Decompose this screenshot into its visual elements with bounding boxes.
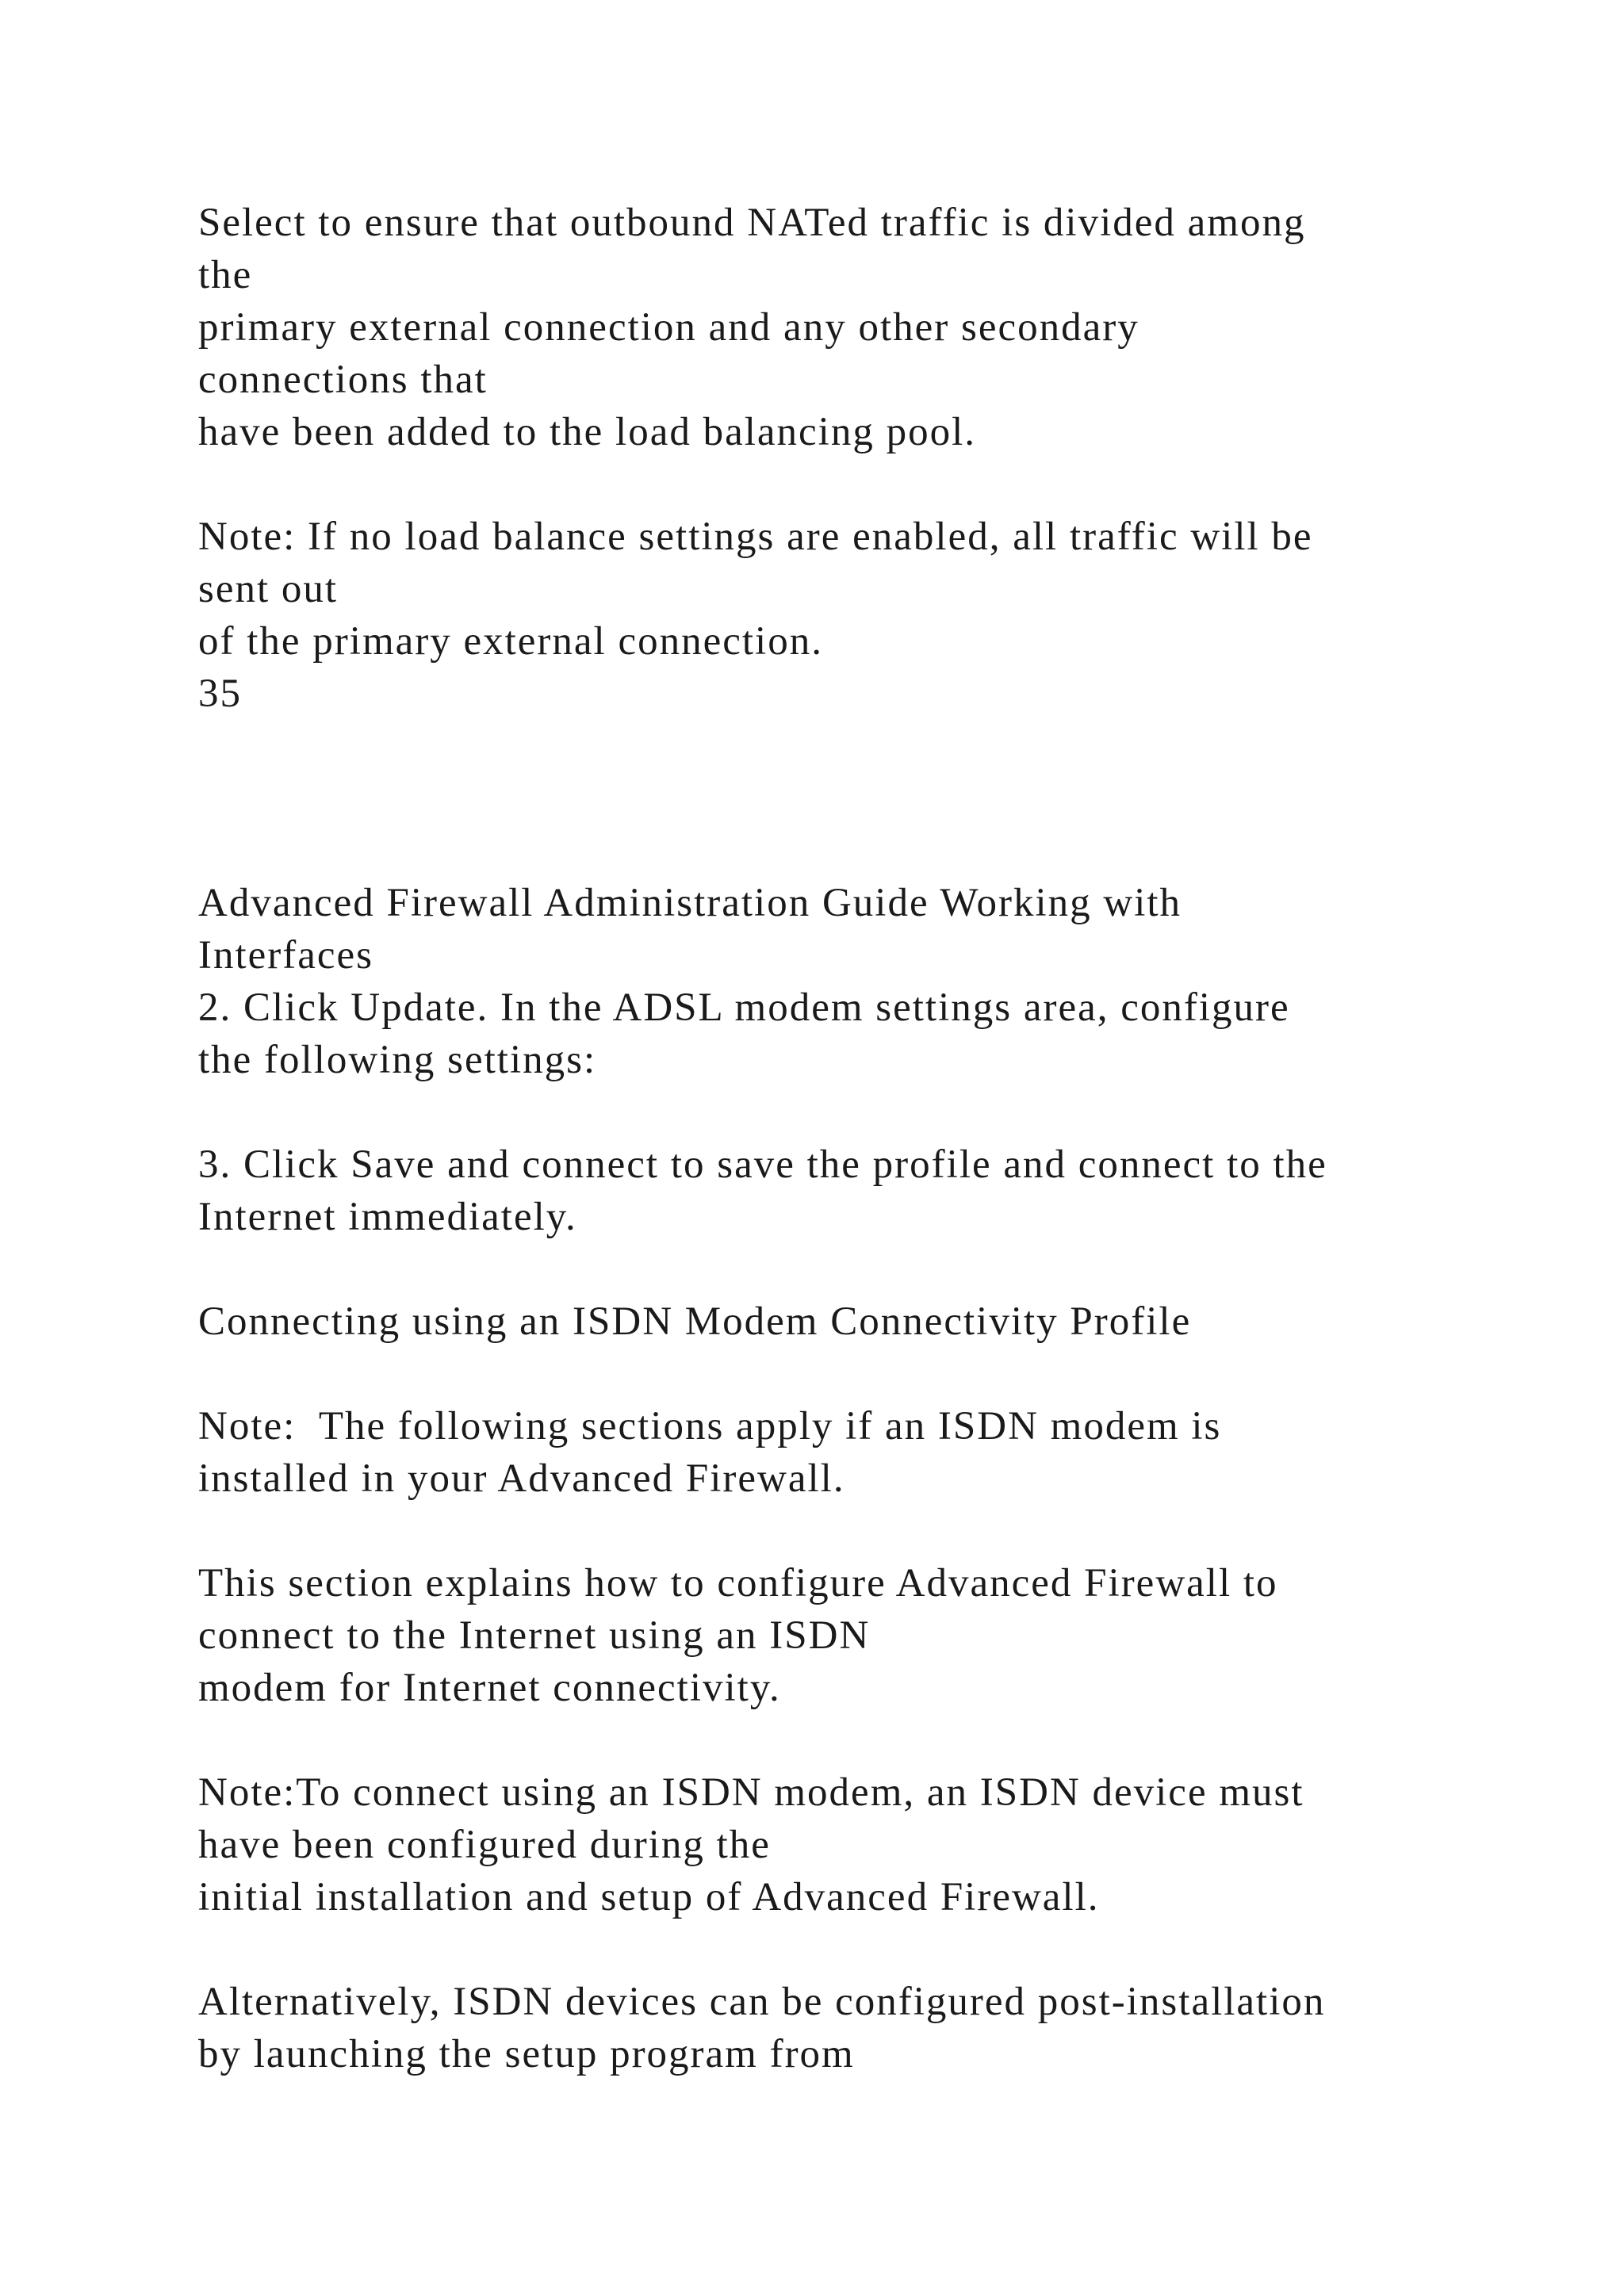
blank-line (198, 825, 1546, 877)
page-number: 35 (198, 672, 242, 716)
text-line: 2. Click Update. In the ADSL modem settings area, configure (198, 985, 1290, 1030)
blank-line (198, 1243, 1546, 1295)
text-line: have been added to the load balancing pool. (198, 410, 977, 454)
blank-line (198, 772, 1546, 825)
text-line: Select to ensure that outbound NATed traffic is divided among (198, 201, 1306, 245)
text-line: connect to the Internet using an ISDN (198, 1613, 871, 1658)
text-line: of the primary external connection. (198, 619, 823, 664)
text-line: have been configured during the (198, 1823, 771, 1867)
document-body-text (198, 197, 1546, 2080)
blank-line (198, 458, 1546, 511)
text-line: initial installation and setup of Advanced Firewall. (198, 1875, 1100, 1919)
blank-line (198, 1714, 1546, 1766)
text-line: the following settings: (198, 1038, 597, 1082)
running-header: Advanced Firewall Administration Guide Working with (198, 881, 1182, 925)
text-line: connections that (198, 358, 488, 402)
blank-line (198, 1505, 1546, 1557)
text-line: Internet immediately. (198, 1195, 577, 1239)
text-line: the (198, 253, 253, 297)
section-heading: Connecting using an ISDN Modem Connectivity Profile (198, 1299, 1192, 1344)
blank-line (198, 1923, 1546, 1976)
text-line: modem for Internet connectivity. (198, 1666, 781, 1710)
text-line: sent out (198, 567, 339, 611)
text-line: Note: The following sections apply if an ISDN modem is (198, 1404, 1222, 1448)
text-line: Note:To connect using an ISDN modem, an ISDN device must (198, 1770, 1304, 1815)
text-line: 3. Click Save and connect to save the profile and connect to the (198, 1142, 1327, 1187)
text-line: Note: If no load balance settings are enabled, all traffic will be (198, 515, 1313, 559)
text-line: installed in your Advanced Firewall. (198, 1456, 845, 1501)
blank-line (198, 1348, 1546, 1400)
text-line: primary external connection and any other secondary (198, 305, 1139, 350)
blank-line (198, 720, 1546, 772)
text-line: This section explains how to configure Advanced Firewall to (198, 1561, 1278, 1605)
running-header: Interfaces (198, 933, 374, 978)
text-line: Alternatively, ISDN devices can be configured post-installation (198, 1980, 1326, 2024)
blank-line (198, 1086, 1546, 1138)
text-line: by launching the setup program from (198, 2032, 855, 2076)
